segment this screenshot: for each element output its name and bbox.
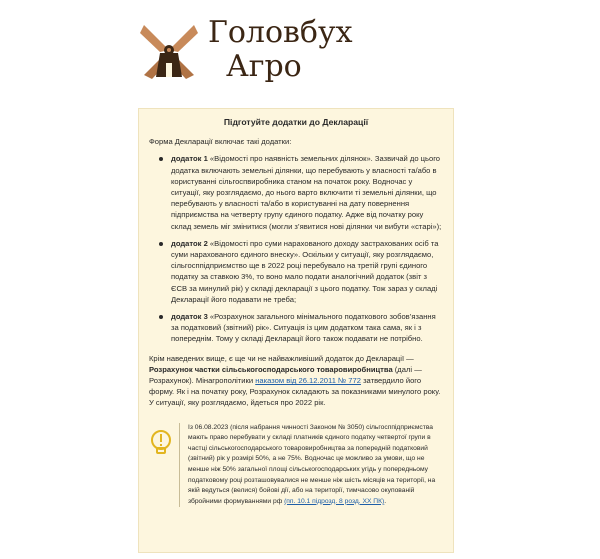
list-item-text: «Відомості про суми нарахованого доходу застрахованих осіб та суми нарахованого єдиного внеску». Оскільки у ситуації, яку розглядаємо, сільгосппідприємство ще в 2022 році перебувало на третій групі єдиного податку за ставкою 3%, то воно мало подати аналогічний додаток (звіт з ЄСВ за минулий рік) у складі декларації з цього податку. Тож зараз у складі Декларації його подавати не треба; [171, 238, 439, 304]
list-item-text: «Відомості про наявність земельних ділянок». Зазвичай до цього додатка включають земельні ділянки, що перебувають у власності та/або в користуванні сільгоспвиробника станом на початок року. Водночас у ситуації, яку розглядаємо, до нього варто включити ті земельні ділянки, що перебувають у власності та/або в користуванні на дату повернення підприємства на четверту групу єдиного податку. Адже від початку року склад земель міг змінитися (могли з’явитися нові ділянки чи вибути «старі»); [171, 154, 442, 231]
article-card [138, 108, 454, 553]
list-item-label: додаток 2 [171, 238, 208, 248]
intro-text: Форма Декларації включає такі додатки: [149, 137, 292, 147]
calculation-title: Розрахунок частки сільськогосподарського товаровиробництва [149, 364, 393, 374]
logo[interactable] [138, 12, 368, 88]
note-box [149, 423, 443, 508]
after-text-3: (далі — Розрахунок). Мінагрополітики [149, 364, 422, 386]
after-text-1: Крім наведених вище, є ще чи не найважливіший додаток до Декларації — [149, 353, 414, 363]
card-title: Підготуйте додатки до Декларації [223, 117, 369, 127]
list-item-text: «Розрахунок загального мінімального податкового зобов’язання за податковий (звітний) рік». Ситуація із цим додатком така сама, як і з попереднім. Тому у складі Декларації його також подавати не потрібно. [171, 312, 436, 344]
list-item [171, 311, 443, 345]
logo-line-2: Агро [226, 49, 302, 84]
after-text-4: затвердило його форму. Як і на початку року, Розрахунок складають за показниками минулого року. У ситуації, яку розглядаємо, йдеться про 2022 рік. [149, 376, 441, 408]
windmill-logo-icon [138, 19, 200, 81]
lightbulb-warning-icon [149, 423, 179, 508]
after-paragraph [149, 353, 443, 409]
list-item [171, 238, 443, 305]
list-item-label: додаток 3 [171, 312, 208, 322]
note-text [179, 423, 443, 508]
order-link[interactable]: наказом від 26.12.2011 № 772 [255, 376, 361, 386]
list-item [171, 153, 443, 231]
addenda-list [149, 153, 443, 344]
note-law-link[interactable]: (пп. 10.1 підрозд. 8 розд. XX ПК) [284, 497, 385, 505]
note-body-text: Із 06.08.2023 (після набрання чинності Законом № 3050) сільгосппідприємства мають право перебувати у складі платників єдиного податку четвертої групи в частці сільськогосподарського товаровиробництва за попередній податковий (звітний) рік у розмірі 50%, а не 75%. Водночас це можливо за умови, що не менше ніж 50% загальної площі сільськогосподарських угідь у попередньому податковому році розташовувалися не менше ніж шість місяців на території, на якій ведуться (велися) бойові дії, або на території, тимчасово окупованій збройними формуваннями рф [188, 423, 436, 505]
note-tail: . [384, 497, 387, 505]
logo-line-1: Головбух [208, 15, 353, 50]
list-item-label: додаток 1 [171, 154, 208, 164]
